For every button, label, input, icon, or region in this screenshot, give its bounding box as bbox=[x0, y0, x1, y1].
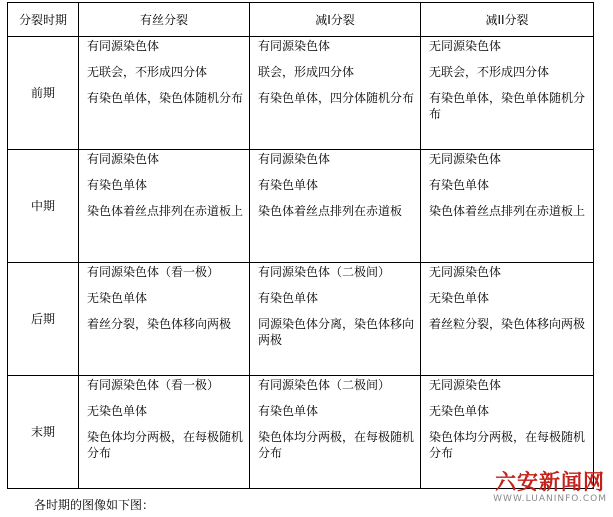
table-row-prophase bbox=[8, 37, 594, 150]
phase-label: 末期 bbox=[8, 376, 79, 489]
meiosis-1-cell bbox=[250, 37, 421, 150]
cell-line: 染色体着丝点排列在赤道板 bbox=[258, 204, 403, 218]
table-row-metaphase bbox=[8, 150, 594, 263]
meiosis-1-cell bbox=[250, 263, 421, 376]
mitosis-cell bbox=[79, 150, 250, 263]
cell-line: 染色体均分两极，在每极随机分布 bbox=[429, 430, 586, 460]
header-meiosis-1: 减Ⅰ分裂 bbox=[250, 3, 421, 37]
cell-line: 有染色单体，染色体随机分布 bbox=[87, 91, 244, 105]
cell-line: 着丝粒分裂，染色体移向两极 bbox=[429, 317, 586, 331]
meiosis-2-cell bbox=[421, 37, 594, 150]
cell-line: 有染色单体，四分体随机分布 bbox=[258, 91, 415, 105]
header-phase: 分裂时期 bbox=[8, 3, 79, 37]
cell-line: 无同源染色体 bbox=[429, 152, 502, 166]
watermark-domain: WWW.LUANINFO.COM bbox=[493, 494, 607, 504]
cell-line: 有同源染色体 bbox=[258, 152, 331, 166]
cell-line: 有同源染色体 bbox=[87, 39, 160, 53]
cell-line: 着丝分裂，染色体移向两极 bbox=[87, 317, 232, 331]
cell-line: 无联会，不形成四分体 bbox=[429, 65, 550, 79]
cell-line: 有染色单体 bbox=[429, 178, 490, 192]
cell-line: 有同源染色体 bbox=[258, 39, 331, 53]
cell-line: 有染色单体 bbox=[258, 178, 319, 192]
meiosis-1-cell bbox=[250, 150, 421, 263]
cell-line: 有同源染色体（二极间） bbox=[258, 265, 391, 279]
phase-label: 后期 bbox=[8, 263, 79, 376]
phase-label: 前期 bbox=[8, 37, 79, 150]
meiosis-1-cell bbox=[250, 376, 421, 489]
mitosis-cell bbox=[79, 263, 250, 376]
figure-caption: 各时期的图像如下图： bbox=[34, 498, 155, 512]
meiosis-2-cell bbox=[421, 263, 594, 376]
cell-line: 有染色单体 bbox=[258, 404, 319, 418]
cell-line: 有同源染色体（看一极） bbox=[87, 265, 220, 279]
header-meiosis-2: 减II分裂 bbox=[421, 3, 594, 37]
cell-division-table bbox=[7, 2, 594, 489]
cell-line: 有染色单体 bbox=[258, 291, 319, 305]
table-row-anaphase bbox=[8, 263, 594, 376]
cell-line: 同源染色体分离，染色体移向两极 bbox=[258, 317, 415, 347]
phase-label: 中期 bbox=[8, 150, 79, 263]
meiosis-2-cell bbox=[421, 150, 594, 263]
watermark-name: 六安新闻网 bbox=[495, 470, 606, 494]
cell-line: 无同源染色体 bbox=[429, 39, 502, 53]
site-watermark bbox=[493, 470, 607, 505]
mitosis-cell bbox=[79, 376, 250, 489]
cell-line: 无染色单体 bbox=[429, 291, 490, 305]
cell-line: 有同源染色体（看一极） bbox=[87, 378, 220, 392]
cell-line: 无同源染色体 bbox=[429, 265, 502, 279]
cell-line: 无联会，不形成四分体 bbox=[87, 65, 208, 79]
cell-line: 染色体均分两极，在每极随机分布 bbox=[87, 430, 244, 460]
cell-line: 有染色单体，染色单体随机分布 bbox=[429, 91, 586, 121]
cell-line: 染色体着丝点排列在赤道板上 bbox=[429, 204, 586, 218]
header-mitosis: 有丝分裂 bbox=[79, 3, 250, 37]
cell-line: 有同源染色体 bbox=[87, 152, 160, 166]
mitosis-cell bbox=[79, 37, 250, 150]
cell-line: 无同源染色体 bbox=[429, 378, 502, 392]
cell-line: 染色体均分两极，在每极随机分布 bbox=[258, 430, 415, 460]
cell-line: 有染色单体 bbox=[87, 178, 148, 192]
cell-line: 无染色单体 bbox=[87, 291, 148, 305]
cell-line: 无染色单体 bbox=[87, 404, 148, 418]
cell-line: 无染色单体 bbox=[429, 404, 490, 418]
cell-line: 联会，形成四分体 bbox=[258, 65, 355, 79]
table-header-row bbox=[8, 3, 594, 37]
cell-line: 染色体着丝点排列在赤道板上 bbox=[87, 204, 244, 218]
cell-line: 有同源染色体（二极间） bbox=[258, 378, 391, 392]
